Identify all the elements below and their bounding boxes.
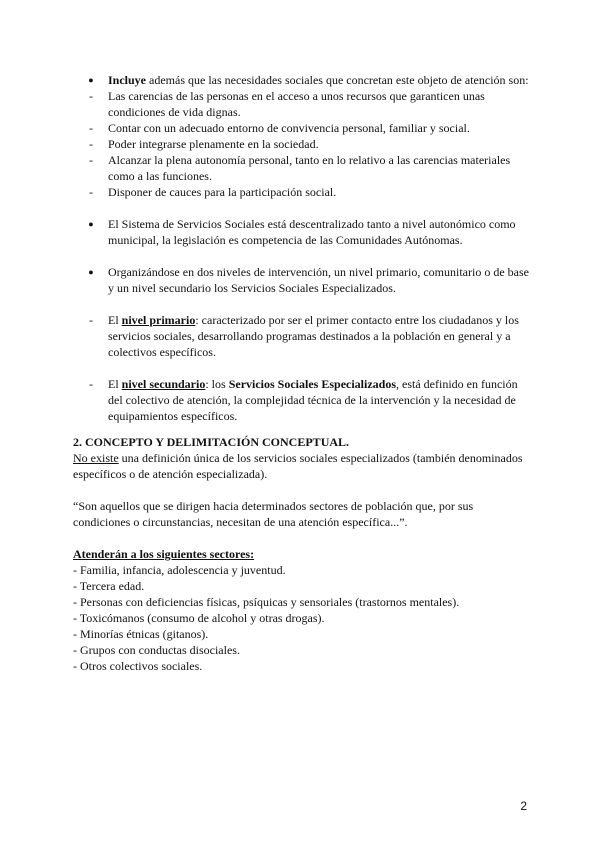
bullet-item-niveles [73,264,533,296]
page-content [73,72,533,674]
dash-icon: - [89,313,93,327]
dash-icon: - [89,185,93,199]
secundario-term2: Servicios Sociales Especializados [228,377,397,391]
primario-term: nivel primario [121,313,196,327]
page-number: 2 [520,799,527,813]
dash-item [73,152,533,184]
sector-item: - Toxicómanos (consumo de alcohol y otras drogas). [73,611,325,625]
incluye-text: además que las necesidades sociales que concretan este objeto de atención son: [146,73,529,87]
dash-item [73,120,533,136]
bullet-item-incluye [73,72,533,88]
dash-item-text: Contar con un adecuado entorno de convivencia personal, familiar y social. [108,121,470,135]
dash-icon: - [89,121,93,135]
spacer [73,530,533,546]
bullet-icon: ● [88,219,94,229]
dash-item [73,136,533,152]
dash-item [73,88,533,120]
sectors-heading: Atenderán a los siguientes sectores: [73,547,255,561]
dash-item-nivel-secundario [73,376,533,424]
bullet-item-descentralizado [73,216,533,248]
sector-item: - Personas con deficiencias físicas, psíquicas y sensoriales (trastornos mentales). [73,595,460,609]
bullet-icon: ● [88,267,94,277]
spacer [73,200,533,216]
section-title: 2. CONCEPTO Y DELIMITACIÓN CONCEPTUAL. [73,435,350,449]
secundario-term: nivel secundario [121,377,206,391]
paragraph-text: una definición única de los servicios sociales especializados (también denominados específicos o de atención especializada). [73,451,523,481]
secundario-text: , está definido en función del colectivo de atención, la complejidad técnica de la intervención y la necesidad de equipamientos específicos. [108,377,518,423]
dash-item [73,184,533,200]
dash-item-text: Alcanzar la plena autonomía personal, tanto en lo relativo a las carencias materiales como a las funciones. [108,153,511,183]
sector-item: - Grupos con conductas disociales. [73,643,240,657]
secundario-mid: : los [205,377,229,391]
secundario-pre: El [108,377,122,391]
dash-item-text: Disponer de cauces para la participación social. [108,185,337,199]
spacer [73,248,533,264]
sector-item: - Familia, infancia, adolescencia y juventud. [73,563,286,577]
primario-text: : caracterizado por ser el primer contacto entre los ciudadanos y los servicios sociales, desarrollando programas destinados a la población en general y a colectivos específicos. [108,313,519,359]
bullet-text: El Sistema de Servicios Sociales está descentralizado tanto a nivel autonómico como municipal, la legislación es competencia de las Comunidades Autónomas. [108,217,516,247]
sector-item: - Minorías étnicas (gitanos). [73,627,209,641]
spacer [73,360,533,376]
incluye-bold: Incluye [108,73,147,87]
dash-item-text: Poder integrarse plenamente en la sociedad. [108,137,319,151]
dash-icon: - [89,153,93,167]
dash-item-nivel-primario [73,312,533,360]
bullet-icon: ● [88,75,94,85]
dash-icon: - [89,377,93,391]
paragraph-no-existe [73,450,533,482]
quote-paragraph: “Son aquellos que se dirigen hacia determinados sectores de población que, por sus condiciones o circunstancias, necesitan de una atención específica...”. [73,499,474,529]
sector-item: - Otros colectivos sociales. [73,659,203,673]
sector-item: - Tercera edad. [73,579,145,593]
dash-item-text: Las carencias de las personas en el acceso a unos recursos que garanticen unas condiciones de vida dignas. [108,89,485,119]
bullet-text: Organizándose en dos niveles de intervención, un nivel primario, comunitario o de base y un nivel secundario los Servicios Sociales Especializados. [108,265,529,295]
dash-icon: - [89,137,93,151]
spacer [73,296,533,312]
spacer [73,482,533,498]
dash-icon: - [89,89,93,103]
no-existe-underlined: No existe [73,451,119,465]
primario-pre: El [108,313,122,327]
